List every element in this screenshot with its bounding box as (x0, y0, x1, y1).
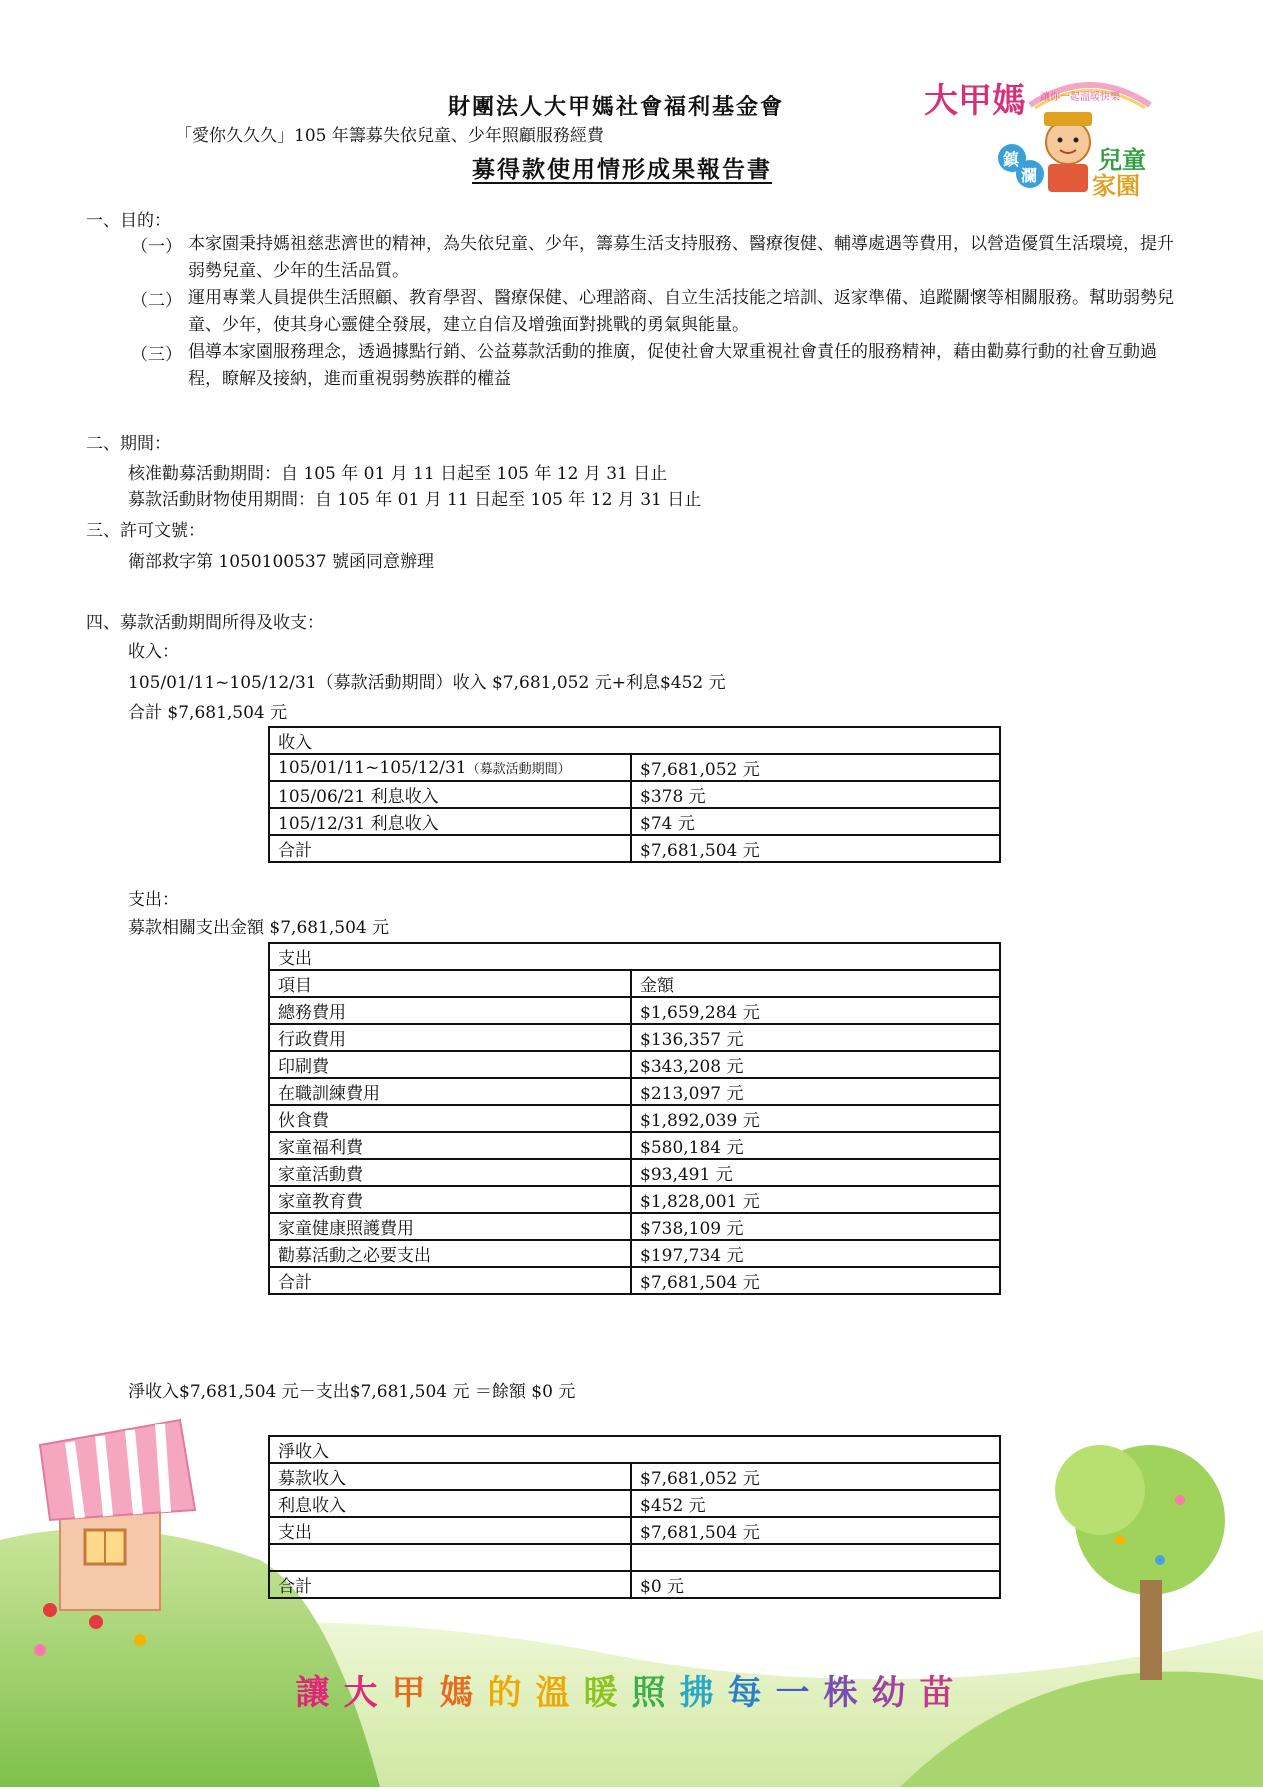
expense-row-item: 在職訓練費用 (269, 1078, 631, 1105)
expense-row-item: 總務費用 (269, 997, 631, 1024)
purpose-item-3-num: （三） (131, 345, 182, 365)
table-row (269, 1490, 1000, 1517)
logo-left-char: 瀾 (1021, 166, 1038, 185)
slogan-char: 苗 (919, 1673, 968, 1713)
expense-row-item: 伙食費 (269, 1105, 631, 1132)
slogan-char: 媽 (439, 1673, 488, 1713)
income-row-amount: $74 元 (631, 808, 1000, 835)
table-row (269, 727, 1000, 754)
table-row (269, 1463, 1000, 1490)
net-row-item: 合計 (269, 1571, 631, 1598)
logo-tagline: 讓你一起溫暖快樂 (1040, 92, 1120, 103)
purpose-heading: 一、目的： (86, 211, 171, 231)
slogan-char: 溫 (535, 1673, 584, 1713)
expense-row-item: 家童活動費 (269, 1159, 631, 1186)
report-title: 募得款使用情形成果報告書 (472, 156, 772, 183)
logo-left-char2: 鎮 (1003, 150, 1020, 169)
slogan-char: 每 (727, 1673, 776, 1713)
table-row (269, 1105, 1000, 1132)
expense-row-amount: $580,184 元 (631, 1132, 1000, 1159)
logo-right-chars1: 兒童 (1098, 146, 1146, 174)
table-row (269, 1436, 1000, 1463)
period-heading: 二、期間： (86, 434, 171, 454)
slogan-char: 的 (487, 1673, 536, 1713)
net-line: 淨收入$7,681,504 元－支出$7,681,504 元 ＝餘額 $0 元 (128, 1382, 576, 1402)
expense-row-item: 印刷費 (269, 1051, 631, 1078)
expense-line: 募款相關支出金額 $7,681,504 元 (128, 918, 390, 938)
table-row (269, 1078, 1000, 1105)
expense-row-amount: $93,491 元 (631, 1159, 1000, 1186)
expense-row-amount: $136,357 元 (631, 1024, 1000, 1051)
logo-right-chars2: 家園 (1092, 172, 1140, 200)
table-row (269, 1571, 1000, 1598)
slogan-char: 甲 (391, 1673, 440, 1713)
expense-table-title: 支出 (269, 943, 1000, 970)
table-row (269, 970, 1000, 997)
org-name: 財團法人大甲媽社會福利基金會 (448, 94, 785, 120)
net-row-item: 募款收入 (269, 1463, 631, 1490)
net-table-title: 淨收入 (269, 1436, 1000, 1463)
income-row-item: 105/06/21 利息收入 (269, 781, 631, 808)
expense-col-amount-header: 金額 (631, 970, 1000, 997)
expense-row-item: 合計 (269, 1267, 631, 1294)
expense-row-item: 家童健康照護費用 (269, 1213, 631, 1240)
table-row (269, 1213, 1000, 1240)
table-row (269, 808, 1000, 835)
net-row-amount: $7,681,504 元 (631, 1517, 1000, 1544)
income-table-title: 收入 (269, 727, 1000, 754)
table-row (269, 1132, 1000, 1159)
slogan-char: 一 (775, 1673, 824, 1713)
expense-row-amount: $343,208 元 (631, 1051, 1000, 1078)
purpose-item-3-text: 倡導本家園服務理念，透過據點行銷、公益募款活動的推廣，促使社會大眾重視社會責任的服務精神，藉由勸募行動的社會互動過程，瞭解及接納，進而重視弱勢族群的權益 (188, 342, 1157, 389)
income-total: 合計 $7,681,504 元 (128, 703, 288, 723)
expense-row-item: 家童教育費 (269, 1186, 631, 1213)
expense-row-item: 勸募活動之必要支出 (269, 1240, 631, 1267)
table-row (269, 1517, 1000, 1544)
income-row-item: 105/12/31 利息收入 (269, 808, 631, 835)
net-row-item: 支出 (269, 1517, 631, 1544)
expense-col-item-header: 項目 (269, 970, 631, 997)
table-row (269, 943, 1000, 970)
expense-row-amount: $1,828,001 元 (631, 1186, 1000, 1213)
expense-row-amount: $7,681,504 元 (631, 1267, 1000, 1294)
income-label: 收入： (128, 642, 179, 662)
table-row (269, 835, 1000, 862)
slogan-char: 拂 (679, 1673, 728, 1713)
slogan-char: 幼 (871, 1673, 920, 1713)
table-row (269, 1544, 1000, 1571)
logo-brand: 大甲媽 (924, 81, 1026, 121)
purpose-item-2-text: 運用專業人員提供生活照顧、教育學習、醫療保健、心理諮商、自立生活技能之培訓、返家準備、追蹤關懷等相關服務。幫助弱勢兒童、少年，使其身心靈健全發展，建立自信及增強面對挑戰的勇氣與能量。 (188, 288, 1174, 335)
footer-slogan (0, 1665, 1263, 1714)
permit-heading: 三、許可文號： (86, 521, 205, 541)
slogan-char: 大 (343, 1673, 392, 1713)
purpose-item-2-num: （二） (131, 291, 182, 311)
net-row-item (269, 1544, 631, 1571)
table-row (269, 781, 1000, 808)
net-row-amount (631, 1544, 1000, 1571)
expense-row-item: 家童福利費 (269, 1132, 631, 1159)
expense-row-amount: $1,892,039 元 (631, 1105, 1000, 1132)
expense-label: 支出： (128, 890, 179, 910)
income-line: 105/01/11~105/12/31（募款活動期間）收入 $7,681,052 元+利息$452 元 (128, 673, 726, 693)
period-line-1: 核准勸募活動期間：自 105 年 01 月 11 日起至 105 年 12 月 31 日止 (128, 464, 668, 484)
income-row-item: 105/01/11~105/12/31（募款活動期間） (269, 754, 631, 781)
table-row (269, 1267, 1000, 1294)
table-row (269, 1159, 1000, 1186)
expense-row-amount: $738,109 元 (631, 1213, 1000, 1240)
net-row-amount: $0 元 (631, 1571, 1000, 1598)
table-row (269, 1240, 1000, 1267)
income-table (268, 726, 1001, 863)
table-row (269, 1186, 1000, 1213)
purpose-item-1-text: 本家園秉持媽祖慈悲濟世的精神，為失依兒童、少年，籌募生活支持服務、醫療復健、輔導處遇等費用，以營造優質生活環境，提升弱勢兒童、少年的生活品質。 (188, 234, 1174, 281)
purpose-item-1-num: （一） (131, 237, 182, 257)
permit-text: 衛部救字第 1050100537 號函同意辦理 (128, 552, 434, 572)
slogan-char: 株 (823, 1673, 872, 1713)
table-row (269, 997, 1000, 1024)
net-row-amount: $7,681,052 元 (631, 1463, 1000, 1490)
slogan-char: 照 (631, 1673, 680, 1713)
net-row-amount: $452 元 (631, 1490, 1000, 1517)
table-row (269, 1051, 1000, 1078)
expense-table (268, 942, 1001, 1295)
period-line-2: 募款活動財物使用期間：自 105 年 01 月 11 日起至 105 年 12 月 31 日止 (128, 490, 702, 510)
income-expense-heading: 四、募款活動期間所得及收支： (86, 613, 324, 633)
net-row-item: 利息收入 (269, 1490, 631, 1517)
expense-row-amount: $213,097 元 (631, 1078, 1000, 1105)
report-subtitle: 「愛你久久久」105 年籌募失依兒童、少年照顧服務經費 (175, 126, 604, 146)
income-row-amount: $7,681,504 元 (631, 835, 1000, 862)
expense-row-amount: $197,734 元 (631, 1240, 1000, 1267)
expense-row-amount: $1,659,284 元 (631, 997, 1000, 1024)
income-row-item: 合計 (269, 835, 631, 862)
expense-row-item: 行政費用 (269, 1024, 631, 1051)
income-row-amount: $378 元 (631, 781, 1000, 808)
table-row (269, 1024, 1000, 1051)
slogan-char: 暖 (583, 1673, 632, 1713)
net-table (268, 1435, 1001, 1599)
income-row-amount: $7,681,052 元 (631, 754, 1000, 781)
org-logo (920, 70, 1190, 200)
table-row (269, 754, 1000, 781)
slogan-char: 讓 (295, 1673, 344, 1713)
